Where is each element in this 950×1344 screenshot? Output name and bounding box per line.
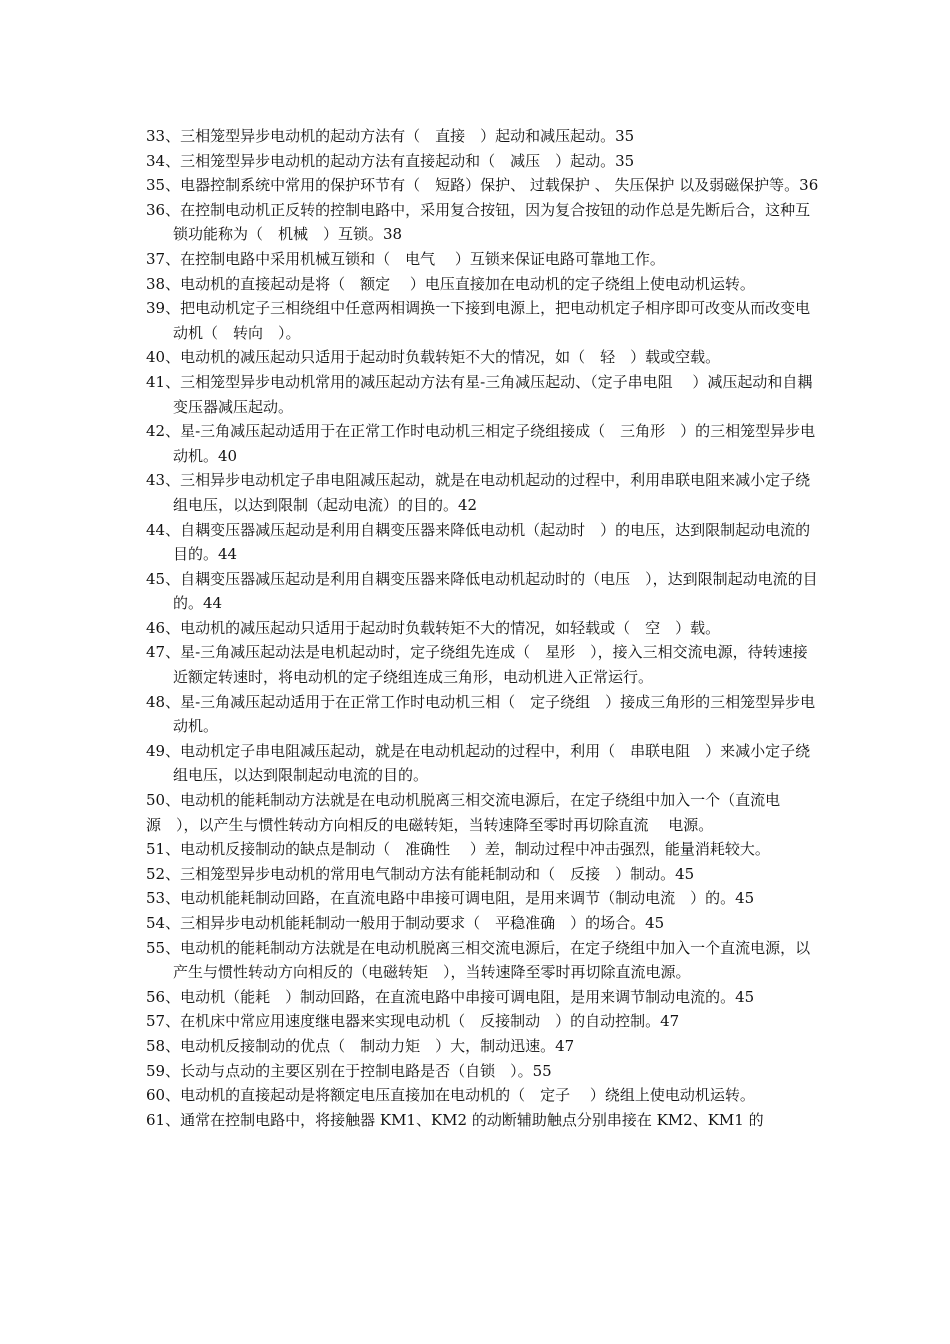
question-52: 52、三相笼型异步电动机的常用电气制动方法有能耗制动和（ 反接 ）制动。45 bbox=[146, 864, 695, 883]
question-list bbox=[146, 124, 822, 1132]
question-33: 33、三相笼型异步电动机的起动方法有（ 直接 ）起动和减压起动。35 bbox=[146, 127, 635, 145]
question-42: 42、星-三角减压起动适用于在正常工作时电动机三相定子绕组接成（ 三角形 ）的三相笼型异步电动机。40 bbox=[146, 422, 816, 465]
question-35: 35、电器控制系统中常用的保护环节有（ 短路）保护、 过载保护 、 失压保护 以及弱磁保护等。36 bbox=[146, 176, 819, 195]
question-58: 58、电动机反接制动的优点（ 制动力矩 ）大，制动迅速。47 bbox=[146, 1036, 575, 1055]
question-44: 44、自耦变压器减压起动是利用自耦变压器来降低电动机（起动时 ）的电压，达到限制起动电流的目的。44 bbox=[146, 520, 811, 564]
question-56: 56、电动机（能耗 ）制动回路，在直流电路中串接可调电阻，是用来调节制动电流的。45 bbox=[146, 987, 755, 1006]
question-37: 37、在控制电路中采用机械互锁和（ 电气 ）互锁来保证电路可靠地工作。 bbox=[146, 249, 665, 268]
question-51: 51、电动机反接制动的缺点是制动（ 准确性 ）差，制动过程中冲击强烈，能量消耗较大。 bbox=[146, 840, 770, 859]
question-53: 53、电动机能耗制动回路，在直流电路中串接可调电阻，是用来调节（制动电流 ）的。45 bbox=[146, 889, 755, 908]
question-39: 39、把电动机定子三相绕组中任意两相调换一下接到电源上，把电动机定子相序即可改变从而改变电动机（ 转向 ）。 bbox=[146, 299, 811, 342]
question-45: 45、自耦变压器减压起动是利用自耦变压器来降低电动机起动时的（电压 ），达到限制起动电流的目的。44 bbox=[146, 569, 818, 613]
question-36: 36、在控制电动机正反转的控制电路中，采用复合按钮，因为复合按钮的动作总是先断后合，这种互锁功能称为（ 机械 ）互锁。38 bbox=[146, 200, 811, 244]
question-59: 59、长动与点动的主要区别在于控制电路是否（自锁 ）。55 bbox=[146, 1061, 552, 1080]
question-49: 49、电动机定子串电阻减压起动，就是在电动机起动的过程中，利用（ 串联电阻 ）来减小定子绕组电压，以达到限制起动电流的目的。 bbox=[146, 741, 811, 785]
question-61: 61、通常在控制电路中，将接触器 KM1、KM2 的动断辅助触点分别串接在 KM2、KM1 的 bbox=[146, 1110, 764, 1129]
question-48: 48、星-三角减压起动适用于在正常工作时电动机三相（ 定子绕组 ）接成三角形的三相笼型异步电动机。 bbox=[146, 692, 816, 736]
question-60: 60、电动机的直接起动是将额定电压直接加在电动机的（ 定子 ）绕组上使电动机运转。 bbox=[146, 1086, 755, 1105]
question-40: 40、电动机的减压起动只适用于起动时负载转矩不大的情况，如（ 轻 ）载或空载。 bbox=[146, 348, 721, 367]
question-38: 38、电动机的直接起动是将（ 额定 ）电压直接加在电动机的定子绕组上使电动机运转。 bbox=[146, 274, 755, 293]
question-46: 46、电动机的减压起动只适用于起动时负载转矩不大的情况，如轻载或（ 空 ）载。 bbox=[146, 618, 721, 637]
question-41: 41、三相笼型异步电动机常用的减压起动方法有星-三角减压起动、（定子串电阻 ）减压起动和自耦变压器减压起动。 bbox=[146, 372, 813, 416]
question-57: 57、在机床中常应用速度继电器来实现电动机（ 反接制动 ）的自动控制。47 bbox=[146, 1012, 680, 1031]
question-54: 54、三相异步电动机能耗制动一般用于制动要求（ 平稳准确 ）的场合。45 bbox=[146, 914, 665, 932]
question-55: 55、电动机的能耗制动方法就是在电动机脱离三相交流电源后，在定子绕组中加入一个直流电源，以产生与惯性转动方向相反的（电磁转矩 ），当转速降至零时再切除直流电源。 bbox=[146, 938, 811, 982]
question-43: 43、三相异步电动机定子串电阻减压起动，就是在电动机起动的过程中，利用串联电阻来减小定子绕组电压，以达到限制（起动电流）的目的。42 bbox=[146, 471, 811, 514]
question-47: 47、星-三角减压起动法是电机起动时，定子绕组先连成（ 星形 ），接入三相交流电源，待转速接近额定转速时，将电动机的定子绕组连成三角形，电动机进入正常运行。 bbox=[146, 643, 808, 687]
question-50: 50、电动机的能耗制动方法就是在电动机脱离三相交流电源后，在定子绕组中加入一个（直流电源 ），以产生与惯性转动方向相反的电磁转矩，当转速降至零时再切除直流 电源。 bbox=[146, 791, 781, 834]
question-34: 34、三相笼型异步电动机的起动方法有直接起动和（ 减压 ）起动。35 bbox=[146, 151, 635, 170]
